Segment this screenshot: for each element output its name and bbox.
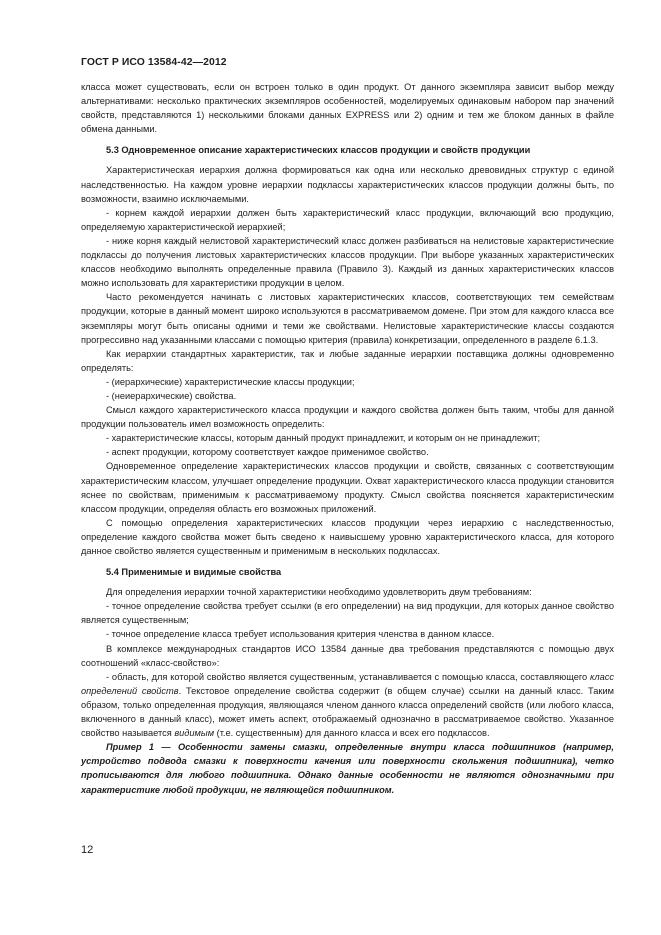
list-item: - характеристические классы, которым данный продукт принадлежит, и которым он не принадлежит; bbox=[106, 433, 541, 444]
list-item: - ниже корня каждый нелистовой характеристический класс должен разбиваться на нелистовые характеристические подклассы до получения листовых характеристических классов продукции. При выборе указанных характеристических классов необходимо выполнять определенные правила (Правило 3). Каждый из данных характеристических классов можно использовать для характеристики продукции в целом. bbox=[81, 235, 614, 289]
paragraph: класса может существовать, если он встроен только в один продукт. От данного экземпляра зависит выбор между альтернативами: несколько практических экземпляров особенностей, моделируемых одинаковым набором пар значений свойств, представляются 1) несколькими блоками данных EXPRESS или 2) одним и тем же блоком данных в файле обмена данными. bbox=[81, 82, 614, 135]
list-item: - (неиерархические) свойства. bbox=[106, 390, 237, 401]
document-header: ГОСТ Р ИСО 13584-42—2012 bbox=[81, 57, 227, 68]
paragraph: Часто рекомендуется начинать с листовых характеристических классов, соответствующих тем семействам продукции, которые в данный момент широко используются в рассматриваемом домене. При этом для каждого класса все экземпляры могут быть описаны одними и теми же свойствами. Нелистовые характеристические классы создаются прогрессивно над указанными классами с помощью критерия (правила) конкретизации, определенного в разделе 6.1.3. bbox=[81, 292, 614, 345]
page-body bbox=[81, 80, 614, 797]
text-run: - область, для которой свойство является существенным, устанавливается с помощью класса, составляющего bbox=[106, 671, 591, 682]
list-item: - точное определение класса требует использования критерия членства в данном классе. bbox=[106, 629, 495, 640]
list-item: - корнем каждой иерархии должен быть характеристический класс продукции, включающий всю продукцию, определяемую характеристической иерархией; bbox=[81, 207, 614, 232]
text-run: (т.е. существенным) для данного класса и всех его подклассов. bbox=[214, 728, 490, 739]
paragraph: С помощью определения характеристических классов продукции через иерархию с наследственностью, определение каждого свойства может быть сведено к наивысшему уровню характеристического класса, для которого данное свойство является существенным и применимым в нескольких подклассах. bbox=[81, 517, 614, 556]
paragraph: Одновременное определение характеристических классов продукции и свойств, связанных с соответствующим характеристическим классом, улучшает определение продукции. Охват характеристического класса продукции становится яснее по свойствам, применимым к рассматриваемому продукту. Смысл свойства поясняется характеристическим классом продукции, определяя область его возможных приложений. bbox=[81, 461, 614, 514]
paragraph: Как иерархии стандартных характеристик, так и любые заданные иерархии поставщика должны одновременно определять: bbox=[81, 348, 614, 373]
section-heading-5-3: 5.3 Одновременное описание характеристических классов продукции и свойств продукции bbox=[106, 145, 531, 156]
list-item: - точное определение свойства требует ссылки (в его определении) на вид продукции, для которых данное свойство является существенным; bbox=[81, 601, 614, 626]
text-run: . Текстовое определение свойства содержит (в общем случае) ссылки на данный класс. Таким образом, только определенная продукция, являющаяся членом данного класса определений свойств (или любого класса, включенного в данный класс), может иметь аспект, отображаемый однозначно в рассматриваемое свойство. Указанное свойство называется bbox=[81, 685, 614, 739]
term-italic: видимым bbox=[174, 728, 215, 739]
paragraph: Характеристическая иерархия должна формироваться как одна или несколько древовидных структур с единой наследственностью. На каждом уровне иерархии подклассы характеристических классов продукции должны быть, по возможности, взаимно исключаемыми. bbox=[81, 165, 614, 204]
list-item bbox=[81, 670, 614, 740]
example-note: Пример 1 — Особенности замены смазки, определенные внутри класса подшипников (например, устройство подвода смазки к поверхности качения или поверхности скольжения подшипника), четко прописываются для любого подшипника. Однако данные особенности не являются однозначными при характеристике любой продукции, не являющейся подшипником. bbox=[81, 742, 614, 795]
paragraph: Для определения иерархии точной характеристики необходимо удовлетворить двум требованиям: bbox=[106, 587, 532, 598]
paragraph: В комплексе международных стандартов ИСО 13584 данные два требования представляются с помощью двух соотношений «класс-свойство»: bbox=[81, 643, 614, 668]
page-number: 12 bbox=[81, 844, 94, 856]
term-italic: класс определений свойств bbox=[81, 671, 614, 696]
list-item: - (иерархические) характеристические классы продукции; bbox=[106, 376, 355, 387]
paragraph: Смысл каждого характеристического класса продукции и каждого свойства должен быть таким, чтобы для данной продукции пользователь имел возможность определить: bbox=[81, 405, 614, 430]
section-heading-5-4: 5.4 Применимые и видимые свойства bbox=[106, 567, 282, 578]
list-item: - аспект продукции, которому соответствует каждое применимое свойство. bbox=[106, 447, 429, 458]
